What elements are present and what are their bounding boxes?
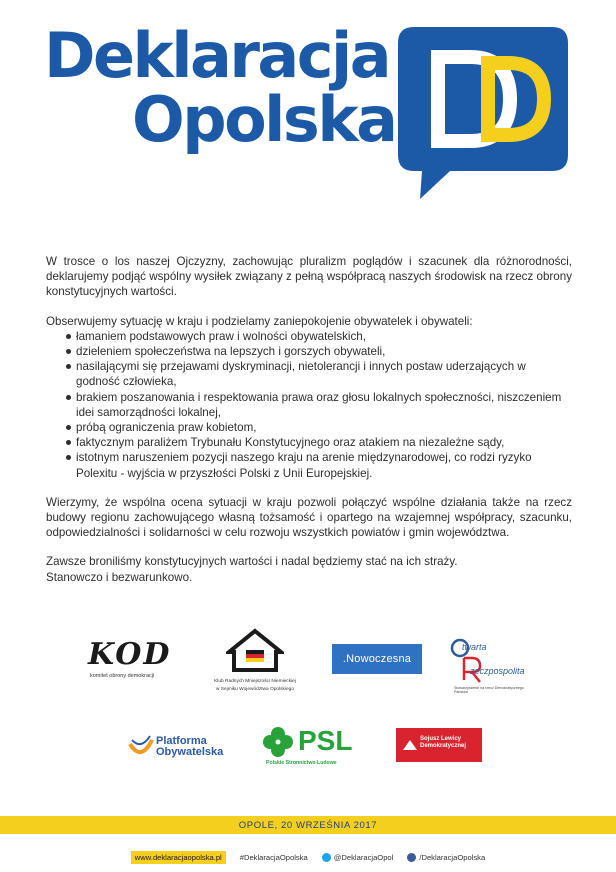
po-emblem-icon xyxy=(128,734,154,760)
kod-logo xyxy=(88,637,172,688)
title-line-2: Opolska xyxy=(132,83,396,156)
place-date: OPOLE, 20 WRZEŚNIA 2017 xyxy=(238,819,378,831)
clover-icon xyxy=(262,726,294,758)
twitter-icon xyxy=(322,853,331,862)
klub-caption-1: Klub Radnych Mniejszości Niemieckiej xyxy=(214,679,296,684)
kod-wordmark: KOD xyxy=(88,637,172,672)
klub-caption-2: w Sejmiku Województwa Opolskiego xyxy=(215,687,295,692)
psl-caption: Polskie Stronnictwo Ludowe xyxy=(266,760,337,766)
platforma-obywatelska-logo xyxy=(128,730,236,764)
psl-logo xyxy=(262,724,360,770)
kod-subtitle: komitet obrony demokracji xyxy=(90,673,155,679)
sld-logo xyxy=(396,728,482,762)
list-item: łamaniem podstawowych praw i wolności obywatelskich, xyxy=(46,329,572,344)
nowoczesna-logo: .Nowoczesna xyxy=(332,644,422,674)
date-band xyxy=(0,816,616,834)
list-item: faktycznym paraliżem Trybunału Konstytucyjnego oraz atakiem na niezależne sądy, xyxy=(46,435,572,450)
paragraph-intro: W trosce o los naszej Ojczyzny, zachowując pluralizm poglądów i szacunek dla różnorodności, deklarujemy podjąć wspólny wysiłek związany z pełną współpracą naszych środowisk na rzecz obrony konstytucyjnych wartości. xyxy=(46,255,572,299)
facebook-icon xyxy=(407,853,416,862)
sld-wordmark xyxy=(420,736,466,750)
document-title xyxy=(44,19,404,156)
po-line-2: Obywatelska xyxy=(156,746,224,758)
otwarta-rzeczpospolita-logo xyxy=(448,636,538,692)
facebook-contact[interactable] xyxy=(407,853,485,862)
closing-line-1: Zawsze broniliśmy konstytucyjnych wartości i nadal będziemy stać na ich straży. xyxy=(46,555,458,569)
paragraph-closing xyxy=(46,554,572,584)
sld-line-1: Sojusz Lewicy xyxy=(420,736,462,742)
list-item: istotnym naruszeniem pozycji naszego kraju na arenie międzynarodowej, co rodzi ryzyko Polexitu - wyjścia w przyszłości Polski z Unii Europejskiej. xyxy=(46,450,572,480)
po-wordmark xyxy=(156,736,223,758)
klub-radnych-logo xyxy=(205,628,305,696)
sld-line-2: Demokratycznej xyxy=(420,743,467,749)
sld-emblem-icon xyxy=(402,738,418,752)
po-line-1: Platforma xyxy=(156,735,207,747)
or-caption: Stowarzyszenie na rzecz Demokratycznego Państwa xyxy=(454,686,524,694)
or-word-1: twarta xyxy=(462,642,487,652)
list-item: próbą ograniczenia praw kobietom, xyxy=(46,420,572,435)
declaration-text xyxy=(46,254,572,585)
hashtag: #DeklaracjaOpolska xyxy=(239,852,308,862)
paragraph-belief: Wierzymy, że wspólna ocena sytuacji w kraju pozwoli połączyć wspólne działania także na rzecz budowy regionu zachowującego własną tożsamość i opartego na wzajemnej współpracy, szacunku, odpowiedzialności i solidarności w celu rozwoju wszystkich powiatów i gmin województwa. xyxy=(46,495,572,540)
house-icon xyxy=(226,628,284,672)
twitter-contact[interactable] xyxy=(322,853,394,862)
deklaracja-opolska-logo xyxy=(398,27,568,202)
footer-contacts xyxy=(0,848,616,866)
facebook-handle: /DeklaracjaOpolska xyxy=(419,852,486,862)
closing-line-2: Stanowczo i bezwarunkowo. xyxy=(46,570,193,584)
list-item: dzieleniem społeczeństwa na lepszych i gorszych obywateli, xyxy=(46,344,572,359)
psl-wordmark: PSL xyxy=(298,725,353,756)
list-item: nasilającymi się przejawami dyskryminacji, nietolerancji i innych postaw uderzających w godność człowieka, xyxy=(46,359,572,389)
twitter-handle: @DeklaracjaOpol xyxy=(333,852,394,862)
concerns-list xyxy=(46,329,572,481)
list-item: brakiem poszanowania i respektowania prawa oraz głosu lokalnych społeczności, niszczeniem idei samorządności lokalnej, xyxy=(46,390,572,420)
title-line-1: Deklaracja xyxy=(44,19,390,92)
or-word-2: zeczpospolita xyxy=(470,666,525,676)
website-link[interactable]: www.deklaracjaopolska.pl xyxy=(131,851,226,864)
paragraph-concerns-lead: Obserwujemy sytuację w kraju i podzielamy zaniepokojenie obywatelek i obywateli: xyxy=(46,314,473,328)
